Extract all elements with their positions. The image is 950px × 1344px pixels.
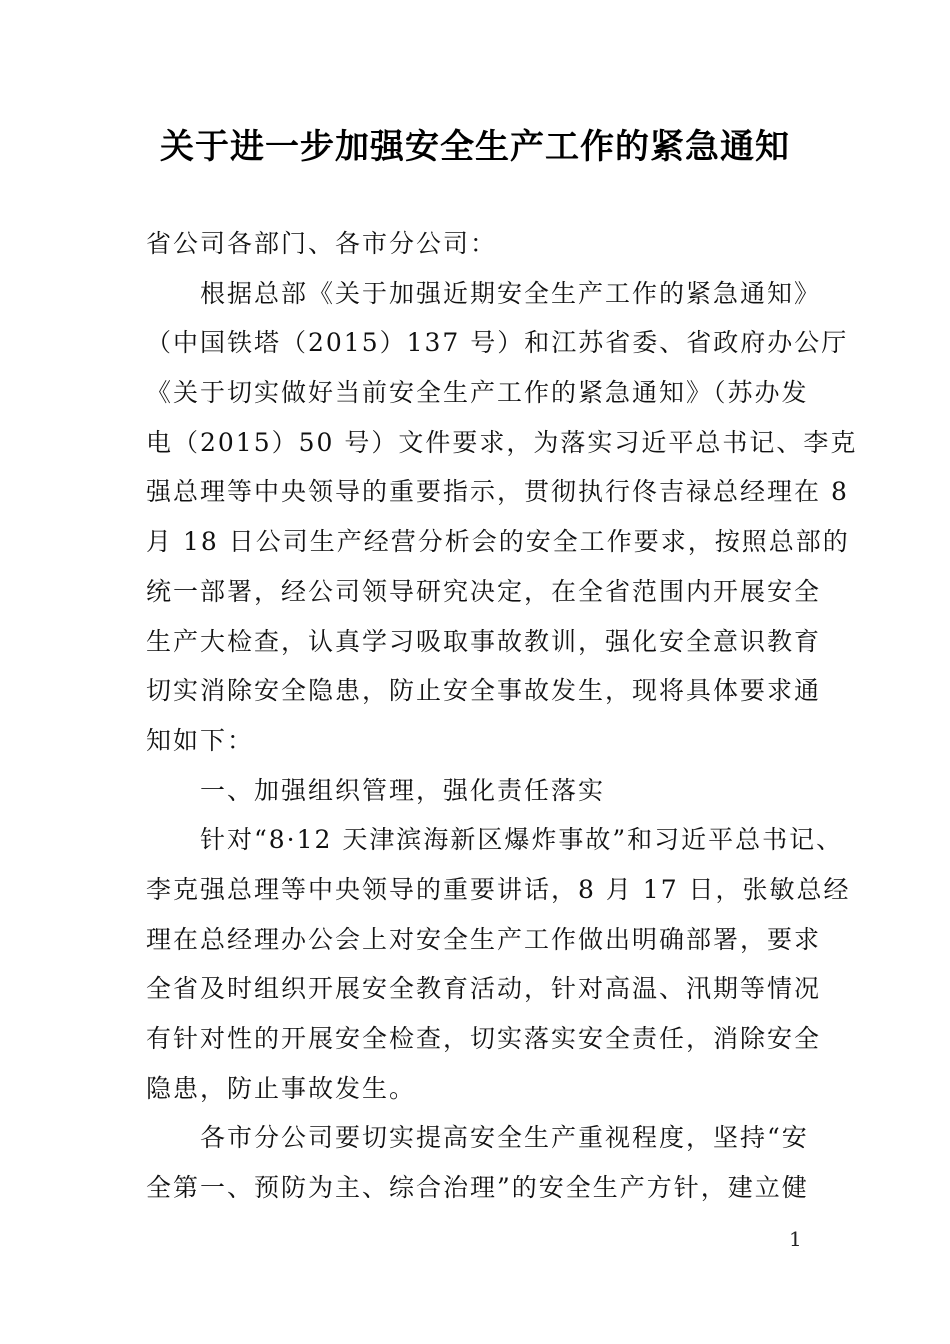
body-line: 根据总部《关于加强近期安全生产工作的紧急通知》 — [200, 278, 822, 308]
page-number: 1 — [789, 1227, 802, 1251]
body-line: （中国铁塔（2015）137 号）和江苏省委、省政府办公厅 — [146, 328, 849, 358]
body-line: 《关于切实做好当前安全生产工作的紧急通知》（苏办发 — [146, 378, 809, 408]
body-line: 省公司各部门、各市分公司： — [146, 229, 498, 258]
body-line: 有针对性的开展安全检查，切实落实安全责任，消除安全 — [146, 1024, 822, 1053]
body-line: 电（2015）50 号）文件要求，为落实习近平总书记、李克 — [146, 427, 858, 457]
body-line: 切实消除安全隐患，防止安全事故发生，现将具体要求通 — [146, 676, 822, 706]
document-title: 关于进一步加强安全生产工作的紧急通知 — [160, 127, 790, 167]
body-line: 强总理等中央领导的重要指示，贯彻执行佟吉禄总经理在 8 — [146, 477, 849, 507]
body-line: 李克强总理等中央领导的重要讲话，8 月 17 日，张敏总经 — [146, 874, 851, 904]
document-body — [146, 219, 858, 1213]
body-line: 统一部署，经公司领导研究决定，在全省范围内开展安全 — [146, 576, 822, 606]
body-line: 一、加强组织管理，强化责任落实 — [200, 775, 606, 805]
body-line: 理在总经理办公会上对安全生产工作做出明确部署，要求 — [146, 924, 822, 954]
body-line: 知如下： — [146, 725, 255, 755]
body-line: 隐患，防止事故发生。 — [146, 1073, 417, 1103]
body-line: 针对“8·12 天津滨海新区爆炸事故”和习近平总书记、 — [200, 825, 844, 855]
body-line: 生产大检查，认真学习吸取事故教训，强化安全意识教育 — [146, 626, 822, 656]
body-line: 全省及时组织开展安全教育活动，针对高温、汛期等情况 — [146, 974, 822, 1004]
body-line: 全第一、预防为主、综合治理”的安全生产方针，建立健 — [146, 1173, 809, 1203]
body-line: 月 18 日公司生产经营分析会的安全工作要求，按照总部的 — [146, 527, 850, 557]
body-line: 各市分公司要切实提高安全生产重视程度，坚持“安 — [200, 1123, 809, 1153]
